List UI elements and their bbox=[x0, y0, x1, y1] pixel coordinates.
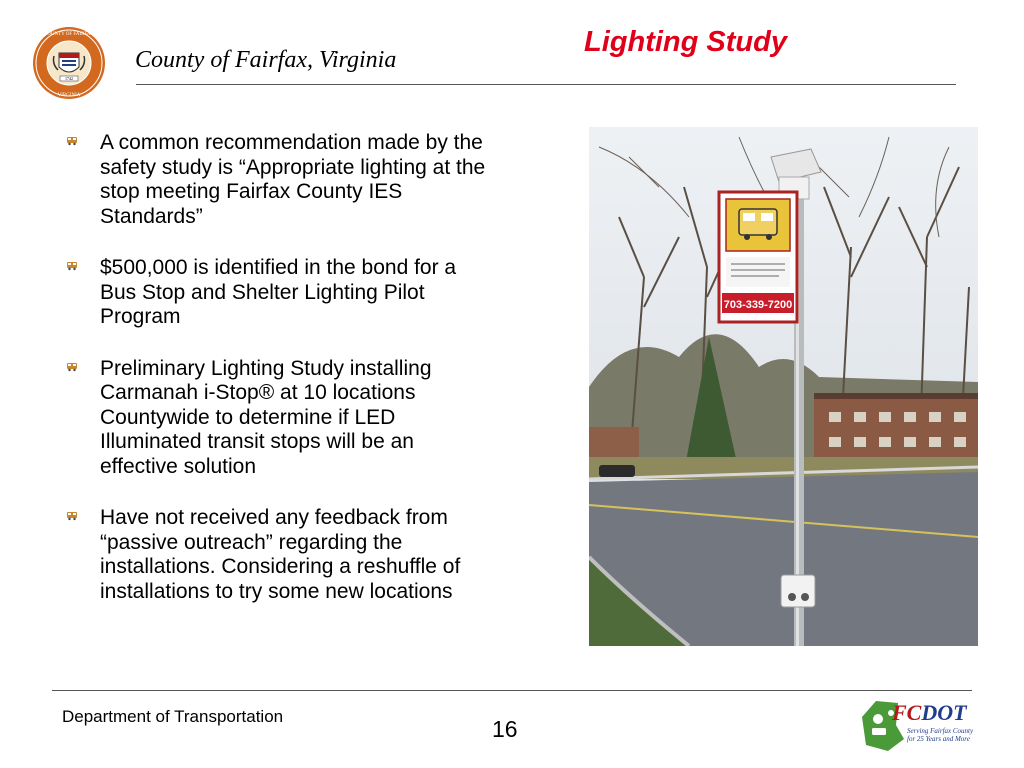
footer-divider bbox=[52, 690, 972, 691]
bus-bullet-icon bbox=[66, 511, 78, 521]
fcdot-tagline: Serving Fairfax County for 25 Years and More bbox=[907, 727, 974, 743]
bus-bullet-icon bbox=[66, 261, 78, 271]
department-label: Department of Transportation bbox=[62, 707, 284, 726]
bullet-item bbox=[64, 357, 584, 480]
bullet-text: $500,000 is identified in the bond for a Bus Stop and Shelter Lighting Pilot Program bbox=[100, 256, 457, 328]
bus-bullet-icon bbox=[66, 136, 78, 146]
fcdot-dot: DOT bbox=[921, 700, 967, 725]
fcdot-wordmark bbox=[892, 700, 967, 726]
header-divider bbox=[136, 84, 956, 85]
bullet-item bbox=[64, 506, 584, 604]
bullet-text: A common recommendation made by the safety study is “Appropriate lighting at the stop meeting Fairfax County IES Standards” bbox=[100, 131, 486, 228]
bullet-list bbox=[64, 131, 584, 631]
county-seal-icon bbox=[32, 26, 106, 100]
bus-bullet-icon bbox=[66, 362, 78, 372]
fcdot-fc: FC bbox=[892, 700, 922, 725]
sign-phone-number: 703-339-7200 bbox=[723, 299, 793, 311]
seal-lettering-bottom: VIRGINIA bbox=[57, 93, 81, 98]
page-number: 16 bbox=[492, 716, 518, 742]
bus-stop-photo bbox=[589, 127, 978, 646]
bullet-text: Preliminary Lighting Study installing Carmanah i-Stop® at 10 locations Countywide to determine if LED Illuminated transit stops will be an effective solution bbox=[100, 356, 432, 478]
seal-year: 1742 bbox=[65, 76, 73, 82]
bullet-item bbox=[64, 131, 584, 229]
seal-lettering-top: COUNTY OF FAIRFAX bbox=[43, 32, 95, 37]
slide-title: Lighting Study bbox=[584, 26, 787, 58]
bullet-item bbox=[64, 256, 584, 330]
county-name: County of Fairfax, Virginia bbox=[135, 47, 397, 73]
bullet-text: Have not received any feedback from “passive outreach” regarding the installations. Considering a reshuffle of installations to try some new locations bbox=[100, 506, 461, 603]
